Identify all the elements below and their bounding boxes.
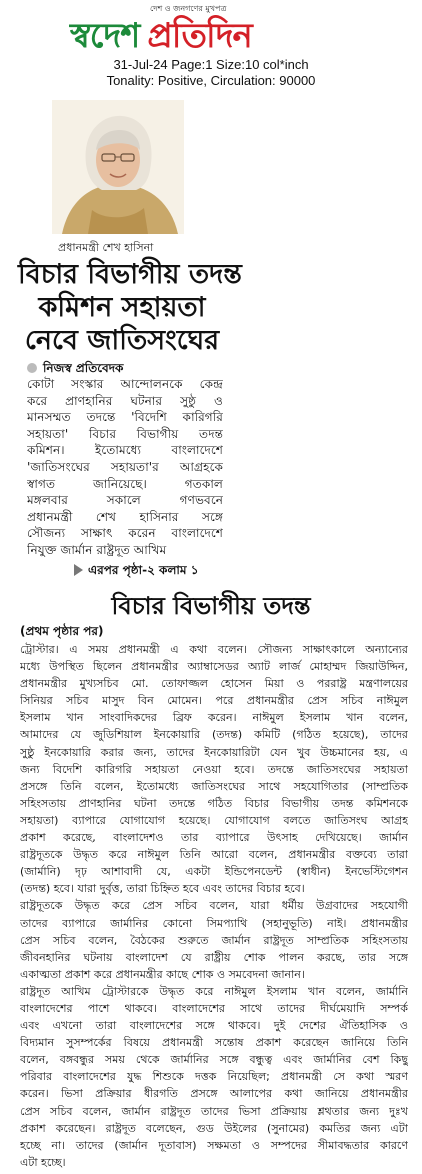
bullet-dot-icon <box>27 363 37 373</box>
body-line: রাষ্ট্রদূতকে উদ্ধৃত করে প্রেস সচিব বলেন, যারা ধর্মীয় উগ্রবাদের সহযোগী <box>20 899 408 913</box>
body-line: করেন। ভিসা প্রক্রিয়ার ধীরগতি প্রসঙ্গে আলাপের কথা জানিয়ে প্রধানমন্ত্রীর <box>20 1087 408 1101</box>
body-line: একাত্মতা প্রকাশ করে প্রধানমন্ত্রীর কাছে শোক ও সমবেদনা জানান। <box>20 967 305 981</box>
lead-line: কোটা সংস্কার আন্দোলনকে কেন্দ্র <box>27 377 223 391</box>
body-line: তাদের ব্যাপারে জার্মানির কোনো সিমপ্যাথি (সহানুভূতি) নাই। প্রধানমন্ত্রীর <box>20 916 408 930</box>
body-line: মধ্যে উপস্থিত ছিলেন প্রধানমন্ত্রীর অ্যাম্বাসেডর অ্যাট লার্জ মোহাম্মদ জিয়াউদ্দিন, <box>20 660 408 674</box>
body-line: আমাদের যে জুডিশিয়াল ইনকোয়ারি (তদন্ত) কমিটি (গঠিত হয়েছে), তাদের <box>20 728 408 742</box>
lead-line: সৌজন্য সাক্ষাৎ করেন বাংলাদেশে <box>27 526 223 541</box>
clipping-meta-line-2: Tonality: Positive, Circulation: 90000 <box>106 73 316 88</box>
masthead-tagline: দেশ ও জনগণের মুখপত্র <box>150 4 227 13</box>
body-line: সিনিয়র সচিব মাসুদ বিন মোমেন। পরে প্রধানমন্ত্রীর প্রেস সচিব নাঈমুল <box>20 694 408 708</box>
body-line: রাষ্ট্রদূতকে উদ্ধৃত করে নাঈমুল তিনি আরো বলেন, প্রধানমন্ত্রীর বক্তব্যে তারা <box>20 848 408 862</box>
body-line: বলেন, বঙ্গবন্ধুর সময় থেকে জার্মানির সঙ্গে বন্ধুত্ব এবং জার্মানির বেশ কিছু <box>20 1053 408 1067</box>
portrait-illustration <box>52 100 184 234</box>
body-line: (জার্মানি) দৃঢ় আশাবাদী যে, একটা ইন্ডিপেনডেন্ট (স্বাধীন) ইনভেস্টিগেশন <box>20 865 408 879</box>
lead-line: সহায়তা' বিচার বিভাগীয় তদন্ত <box>27 426 223 441</box>
logo-word-1: স্বদেশ <box>70 16 140 56</box>
body-line: জীবনহানির ঘটনায় বাংলাদেশ যে রাষ্ট্রীয় শোক পালন করছে, তার সঙ্গে <box>20 950 408 964</box>
body-line: হচ্ছে না। তাদের (জার্মান দূতাবাস) সক্ষমতা ও সম্পদের সীমাবদ্ধতার কারণে <box>20 1138 408 1152</box>
body-line: ইসলাম খান সাংবাদিকদের ব্রিফ করেন। নাঈমুল ইসলাম খান বলেন, <box>20 711 408 725</box>
body-line: এটা হচ্ছে। <box>20 1155 66 1169</box>
lead-line: স্বাগত জানিয়েছে। গতকাল <box>27 476 223 491</box>
lead-paragraph <box>27 376 223 559</box>
clipping-meta-line-1: 31-Jul-24 Page:1 Size:10 col*inch <box>113 57 309 72</box>
continuation-body <box>20 641 408 1171</box>
reporter-name: নিজস্ব প্রতিবেদক <box>43 361 124 375</box>
lead-line: প্রধানমন্ত্রী শেখ হাসিনার সঙ্গে <box>27 509 223 524</box>
headline-line: বিচার বিভাগীয় তদন্ত <box>18 259 242 290</box>
body-line: জন্য বিদেশি কারিগরি সহায়তা নেওয়া হবে। তদন্তে জাতিসংঘের সহায়তা <box>20 762 408 776</box>
body-line: প্রধানমন্ত্রীর মুখ্যসচিব মো. তোফাজ্জল হোসেন মিয়া ও পররাষ্ট্র মন্ত্রণালয়ের <box>20 677 408 691</box>
body-line: সুষ্ঠু ইনকোয়ারি করার জন্য, তাদের ইনকোয়ারিটা যেন খুব উচ্চমানের হয়, এ <box>20 745 408 759</box>
lead-line: নিযুক্ত জার্মান রাষ্ট্রদূত আখিম <box>27 542 167 557</box>
body-line: প্রসঙ্গে তিনি বলেন, ইতোমধ্যে জাতিসংঘের সাথে সহযোগিতার (সাম্প্রতিক <box>20 779 408 793</box>
lead-line: 'জাতিসংঘের সহায়তা'র আগ্রহকে <box>27 459 223 474</box>
body-line: বাংলাদেশের পাশে থাকবে। বাংলাদেশের সাথে তাদের দীর্ঘমেয়াদি সম্পর্ক <box>20 1001 408 1015</box>
photo-caption: প্রধানমন্ত্রী শেখ হাসিনা <box>58 241 154 254</box>
body-line: সহায়তা) ব্যাপারে যোগাযোগ হয়েছে। যোগাযোগ বলতে জাতিসংঘ আগ্রহ <box>20 813 408 827</box>
lead-line: কমিশন। ইতোমধ্যে বাংলাদেশে <box>27 443 223 458</box>
continuation-heading: বিচার বিভাগীয় তদন্ত <box>111 592 311 620</box>
masthead <box>0 0 422 62</box>
body-line: ট্রোস্টার। এ সময় প্রধানমন্ত্রী এ কথা বলেন। সৌজন্য সাক্ষাৎকালে অন্যান্যের <box>20 643 408 656</box>
continuation-label: (প্রথম পৃষ্ঠার পর) <box>20 624 104 638</box>
portrait-photo <box>52 100 184 234</box>
lead-line: করে প্রাণহানির ঘটনার সুষ্ঠু ও <box>27 393 223 408</box>
lead-line: মানসম্মত তদন্তে 'বিদেশি কারিগরি <box>27 410 223 425</box>
body-line: প্রকাশ করেছেন। রাষ্ট্রদূত বলেছেন, গুড উইলের (সুনামের) কমতির জন্য এটা <box>20 1121 408 1135</box>
arrow-right-icon <box>74 564 83 576</box>
logo-word-2: প্রতিদিন <box>147 16 252 56</box>
lead-line: মঙ্গলবার সকালে গণভবনে <box>27 493 223 508</box>
body-line: রাষ্ট্রদূত আখিম ট্রোস্টারকে উদ্ধৃত করে নাঈমুল ইসলাম খান বলেন, জার্মানি <box>20 984 408 998</box>
body-line: প্রকাশ করেছে, বাংলাদেশও তার ব্যাপারে উৎসাহ দেখিয়েছে। জার্মান <box>20 831 408 845</box>
body-line: বিদ্যমান সুসম্পর্কের বিষয়ে প্রধানমন্ত্রী সন্তোষ প্রকাশ করেছেন জানিয়ে তিনি <box>20 1036 408 1050</box>
headline-line: নেবে জাতিসংঘের <box>24 325 220 356</box>
body-line: এবং এখনো তারা বাংলাদেশের সঙ্গে থাকবে। দুই দেশের ঐতিহাসিক ও <box>20 1019 408 1033</box>
body-line: প্রেস সচিব বলেন, জার্মান রাষ্ট্রদূত তাদের ভিসা প্রক্রিয়ায় শ্লথতার জন্য দুঃখ <box>20 1104 408 1118</box>
continued-on-page-note <box>74 562 199 582</box>
headline-line: কমিশন সহায়তা <box>38 292 206 323</box>
body-line: পরিবার বাংলাদেশের যুদ্ধ শিশুকে দত্তক নিয়েছিল; প্রধানমন্ত্রী সে কথা স্মরণ <box>20 1070 408 1084</box>
body-line: প্রেস সচিব বলেন, বৈঠকের শুরুতে জার্মান রাষ্ট্রদূত সাম্প্রতিক সহিংসতায় <box>20 933 408 947</box>
article-headline <box>18 258 242 357</box>
body-line: (তদন্ত) হবে। যারা দুর্বৃত্ত, তারা চিহ্নিত হবে এবং তাদের বিচার হবে। <box>20 882 305 896</box>
continued-on-text: এরপর পৃষ্ঠা-২ কলাম ১ <box>88 563 199 577</box>
body-line: সহিংসতায় প্রাণহানির ঘটনা তদন্তে গঠিত বিচার বিভাগীয় তদন্ত কমিশনকে <box>20 796 408 810</box>
